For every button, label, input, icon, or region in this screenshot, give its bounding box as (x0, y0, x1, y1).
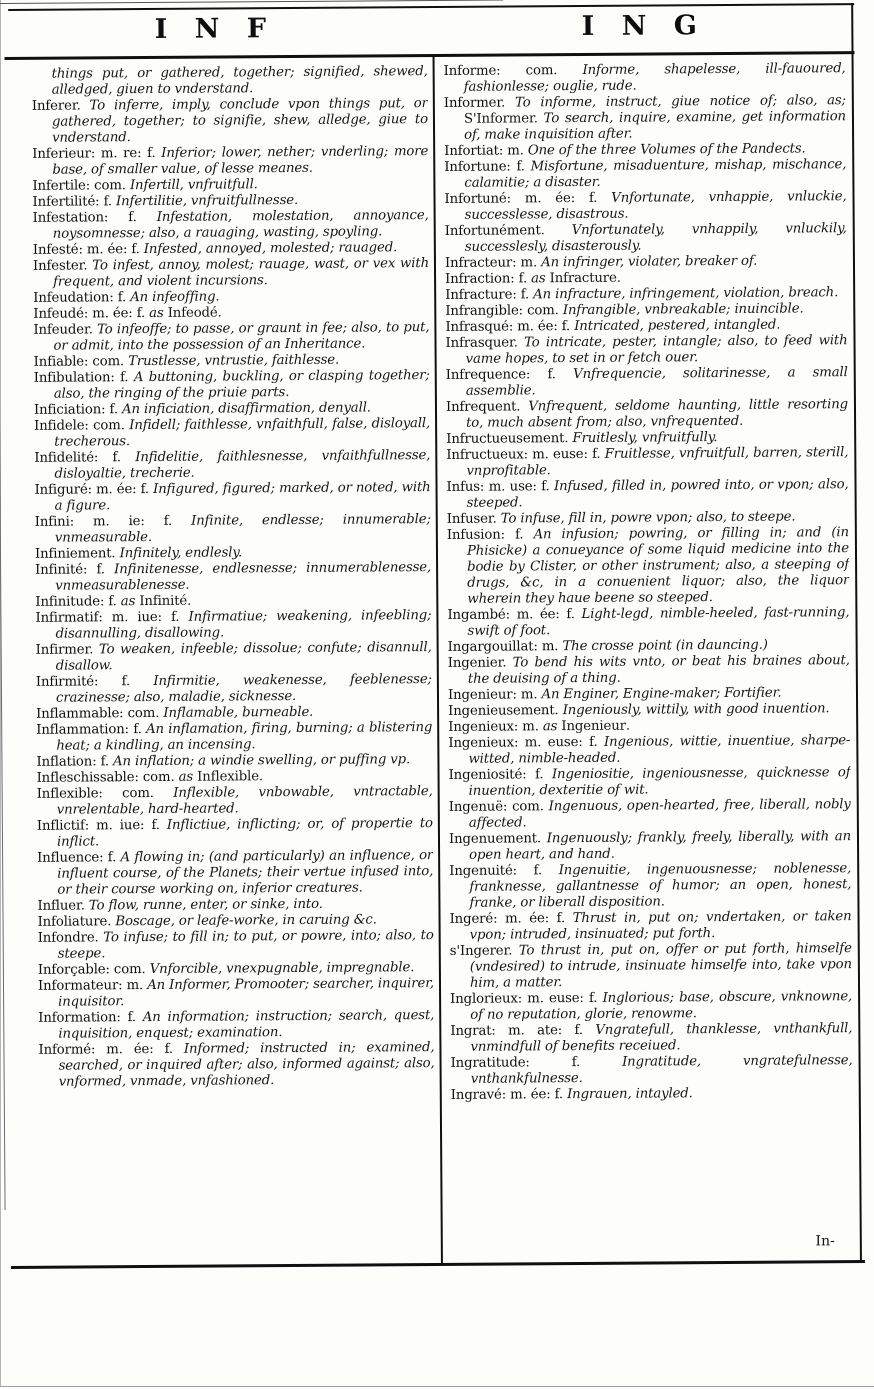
entry-headword: Ingeré: m. ée: f. (449, 911, 573, 927)
left-column (32, 64, 436, 1265)
entry-gloss: To infeoffe; to passe, or graunt in fee; also, to put, or admit, into the possession of an Inheritance. (53, 320, 430, 354)
entry-gloss: Ingenuously; frankly, freely, liberally, with an open heart, and hand. (469, 829, 852, 863)
entry-gloss: Ingratitude, vngratefulnesse, vnthankfulnesse. (470, 1053, 853, 1087)
dictionary-entry (38, 928, 434, 963)
entry-headword: Infleschissable: com. (36, 769, 179, 786)
entry-gloss: . (217, 305, 222, 321)
entry-headword: Infortune: f. (444, 159, 531, 175)
entry-headword: Ingargouillat: m. (447, 639, 563, 655)
entry-gloss: Vnfortunately, vnhappily, vnluckily, successlesly, disasterously. (464, 221, 847, 255)
dictionary-entry (37, 816, 433, 851)
dictionary-entry (445, 221, 847, 256)
entry-headword: Infortunément. (444, 223, 572, 239)
entry-headword: Inglorieux: m. euse: f. (450, 990, 603, 1007)
dictionary-entry (447, 525, 850, 608)
entry-gloss: Infinitely, endlesly. (119, 545, 243, 562)
entry-gloss: things put, or gathered, together; signified, shewed, alledged, giuen to vnderstand. (51, 64, 428, 98)
entry-gloss: Inflictiue, inflicting; or, of propertie to inflict. (56, 816, 433, 850)
dictionary-entry (32, 96, 428, 147)
dictionary-entry (448, 653, 850, 688)
entry-gloss: An Informer, Promooter; searcher, inquirer, inquisitor. (58, 976, 435, 1010)
entry-headword: Infidelité: f. (34, 450, 136, 466)
entry-gloss: An infusion; powring, or filling in; and (in Phisicke) a conueyance of some liquid medicine into the bodie by Clister, or other instrument; also, a steeping of drugs, &c, in a conuenient liquor; also, the liquor wherein they haue beene so steeped. (466, 525, 850, 607)
entry-headword: Infortuné: m. ée: f. (444, 190, 612, 207)
entry-headword: Infesté: m. ée: f. (32, 242, 144, 258)
cross-reference: Infinité (139, 593, 188, 610)
dictionary-entry (34, 480, 430, 515)
entry-gloss: Inflexible, vnbowable, vntractable, vnrelentable, hard-hearted. (56, 784, 433, 818)
entry-gloss: To infest, annoy, molest; rauage, wast, or vex with frequent, and violent incursions. (53, 256, 430, 290)
entry-gloss: An inflamation, firing, burning; a blistering heat; a kindling, an incensing. (56, 720, 433, 754)
entry-headword: Infeudation: f. (33, 290, 131, 306)
entry-headword: Ingenieux: m. (448, 719, 543, 735)
dictionary-entry (38, 1008, 434, 1043)
dictionary-entry (34, 416, 430, 451)
entry-headword: Inferer. (31, 98, 90, 114)
entry-gloss: Infirmitie, weakenesse, feeblenesse; crazinesse; also, maladie, sicknesse. (55, 672, 432, 706)
entry-gloss: . (616, 270, 621, 286)
cross-reference: S'Informer. (463, 111, 538, 127)
entry-headword: Infrequence: f. (445, 367, 574, 383)
entry-headword: Inflexible: com. (36, 785, 174, 802)
entry-headword: Ingenuement. (448, 831, 547, 847)
entry-gloss: Ingenuitie, ingenuousnesse; noblenesse, franknesse, gallantnesse of humor; an open, honest, franke, or liberall disposition. (469, 861, 852, 911)
entry-headword: Infracture: f. (445, 287, 534, 303)
entry-headword: Inficiation: f. (33, 402, 123, 418)
cross-reference: Ingenieur (561, 718, 626, 735)
dictionary-entry (32, 144, 428, 179)
entry-gloss: as (149, 305, 168, 322)
dictionary-entry (446, 397, 848, 432)
entry-gloss: Ingenuous, open-hearted, free, liberall, nobly affected. (468, 797, 851, 831)
dictionary-entry (444, 189, 846, 224)
entry-headword: Ingenuité: f. (449, 863, 559, 879)
dictionary-entry (34, 368, 430, 403)
cross-reference: Inflexible (197, 769, 259, 785)
dictionary-entry (449, 797, 851, 832)
entry-headword: s'Ingerer. (449, 943, 519, 959)
entry-headword: Infiguré: m. ée: f. (34, 481, 154, 498)
entry-gloss: Infested, annoyed, molested; rauaged. (143, 240, 398, 258)
entry-headword: Ingrat: m. ate: f. (450, 1022, 596, 1039)
entry-gloss: Inferior; lower, nether; vnderling; more base, of smaller value, of lesse meanes. (52, 144, 429, 178)
entry-gloss: Ingenious, wittie, inuentiue, sharpe-witted, nimble-headed. (468, 733, 851, 767)
entry-gloss: Ingrauen, intayled. (566, 1086, 693, 1103)
dictionary-entry (449, 861, 851, 912)
entry-headword: Infus: m. use: f. (446, 479, 555, 495)
entry-gloss: Infigured, figured; marked, or noted, with a figure. (54, 480, 431, 514)
entry-gloss: To infuse; to fill in; to put, or powre, into; also, to steepe. (57, 928, 434, 962)
entry-headword: Infondre. (37, 930, 104, 946)
running-header-right: I N G (581, 10, 707, 42)
entry-gloss: Inglorious; base, obscure, vnknowne, of no reputation, glorie, renowme. (470, 989, 853, 1023)
entry-headword: Infibulation: f. (33, 370, 134, 386)
cross-reference: Infracture (549, 270, 617, 287)
dictionary-entry (33, 320, 429, 355)
entry-gloss: To infuse, fill in, powre vpon; also, to steepe. (500, 509, 796, 527)
entry-headword: Ingenieux: m. euse: f. (448, 734, 605, 751)
entry-gloss: One of the three Volumes of the Pandects. (527, 141, 806, 159)
entry-gloss: . (187, 593, 192, 609)
entry-gloss: as (178, 769, 198, 785)
entry-gloss: Ingeniously, wittily, with good inuention. (562, 701, 830, 719)
entry-headword: Infusion: f. (446, 527, 534, 543)
entry-headword: Informer. (443, 95, 516, 111)
entry-gloss: Infinitenesse, endlesnesse; innumerablenesse, vnmeasurablenesse. (55, 560, 432, 594)
dictionary-entry (446, 365, 848, 400)
dictionary-entry (33, 208, 429, 243)
entry-gloss: Infinite, endlesse; innumerable; vnmeasurable. (54, 512, 431, 546)
entry-gloss: To inferre, imply, conclude vpon things put, or gathered, together; to signifie, shew, alledge, giue to vnderstand. (51, 96, 429, 146)
dictionary-entry (36, 752, 432, 771)
entry-headword: Inflation: f. (36, 754, 114, 770)
entry-gloss: An Enginer, Engine-maker; Fortifier. (541, 685, 782, 703)
catchword: In- (815, 1233, 835, 1250)
entry-headword: Ingenieusement. (448, 703, 563, 719)
entry-headword: Infirmer. (35, 642, 99, 658)
dictionary-entry (35, 608, 431, 643)
entry-headword: Influer. (37, 898, 89, 914)
entry-headword: Inflammation: f. (36, 722, 147, 738)
dictionary-entry (445, 301, 847, 320)
entry-headword: Infructueux: m. euse: f. (446, 446, 605, 463)
entry-gloss: Infidell; faithlesse, vnfaithfull, false, disloyall, trecherous. (54, 416, 431, 450)
dictionary-entry (37, 784, 433, 819)
entry-gloss: Infertill, vnfruitfull. (129, 177, 258, 194)
entry-headword: Infeudé: m. ée: f. (33, 306, 150, 322)
dictionary-entry (36, 640, 432, 675)
dictionary-entry (32, 64, 428, 99)
cross-reference: Infeodé (167, 305, 218, 321)
dictionary-entry (450, 989, 852, 1024)
entry-headword: Informe: com. (443, 62, 583, 79)
entry-gloss: Misfortune, misaduenture, mishap, mischance, calamitie; a disaster. (464, 157, 847, 191)
dictionary-entry (444, 93, 846, 144)
running-header-left: I N F (154, 13, 276, 45)
page-top-edge-line (0, 0, 503, 4)
dictionary-entry (35, 512, 431, 547)
entry-gloss: Infrangible, vnbreakable; inuincible. (562, 301, 804, 319)
dictionary-entry (444, 157, 846, 192)
entry-headword: Infertilité: f. (32, 194, 117, 210)
entry-gloss: Fruitlesly, vnfruitfully. (572, 430, 718, 447)
dictionary-entry (33, 256, 429, 291)
entry-gloss: as (542, 719, 562, 735)
entry-gloss: An infringer, violater, breaker of. (541, 253, 758, 271)
entry-gloss: A flowing in; (and particularly) an influence, or influent course, of the Planets; their vertue infused into, or their course working on, inferior creatures. (57, 848, 434, 898)
entry-headword: Informateur: m. (37, 978, 148, 994)
entry-headword: Ingratitude: f. (450, 1054, 623, 1071)
entry-headword: Infraction: f. (445, 271, 532, 287)
entry-gloss: Vnfrequent, seldome haunting, little resorting to, much absent from; also, vnfrequented. (466, 397, 849, 431)
entry-gloss: Infertilitie, vnfruitfullnesse. (115, 192, 299, 210)
entry-gloss: An infeoffing. (130, 289, 220, 306)
right-column (444, 61, 854, 1262)
entry-gloss: as (531, 271, 550, 287)
dictionary-entry (450, 941, 852, 992)
entry-headword: Influence: f. (37, 850, 121, 866)
entry-headword: Inferieur: m. re: f. (32, 145, 162, 162)
dictionary-entry (451, 1053, 853, 1088)
entry-headword: Ingenieur: m. (447, 687, 542, 703)
dictionary-entry (448, 701, 850, 720)
dictionary-entry (446, 477, 848, 512)
entry-headword: Infuser. (446, 511, 501, 527)
entry-headword: Infestation: f. (32, 209, 157, 226)
entry-headword: Infructueusement. (446, 431, 573, 447)
entry-headword: Infrequent. (445, 399, 529, 415)
entry-gloss: To search, inquire, examine, get information of, make inquisition after. (464, 109, 847, 143)
entry-gloss: Infused, filled in, powred into, or vpon; also, steeped. (466, 477, 849, 511)
entry-gloss: To thrust in, put on, offer or put forth, himselfe (vndesired) to intrude, insinuate himselfe into, take vpon him, a matter. (469, 941, 852, 991)
entry-headword: Ingambé: m. ée: f. (447, 606, 582, 623)
entry-gloss: . (258, 769, 264, 785)
entry-headword: Ingenier. (447, 655, 513, 671)
entry-gloss: . (625, 718, 630, 734)
entry-gloss: Intricated, pestered, intangled. (574, 317, 781, 335)
frame-right-rule (851, 3, 862, 1262)
entry-gloss: An information; instruction; search, quest, inquisition, enquest; examination. (58, 1008, 435, 1042)
entry-gloss: Trustlesse, vntrustie, faithlesse. (128, 352, 340, 370)
entry-headword: Ingenuë: com. (448, 799, 549, 815)
entry-gloss: Infirmatiue; weakening, infeebling; disannulling, disallowing. (55, 608, 432, 642)
dictionary-entry (447, 605, 849, 640)
dictionary-entry (38, 976, 434, 1011)
entry-headword: Infiable: com. (33, 354, 129, 370)
entry-gloss: Informed; instructed in; examined, searched, or inquired after; also, informed against; also, vnformed, vnmade, vnfashioned. (58, 1040, 435, 1090)
dictionary-entry (448, 733, 850, 768)
entry-headword: Infeuder. (33, 322, 98, 338)
entry-gloss: Thrust in, put on; vndertaken, or taken vpon; intruded, insinuated; put forth. (469, 909, 852, 943)
entry-headword: Infiniement. (34, 546, 120, 562)
entry-headword: Information: f. (38, 1010, 143, 1026)
entry-gloss: Vnfortunate, vnhappie, vnluckie, successlesse, disastrous. (464, 189, 847, 223)
entry-headword: Ingravé: m. ée: f. (450, 1087, 568, 1103)
dictionary-entry (35, 560, 431, 595)
entry-headword: Infirmité: f. (35, 673, 154, 690)
dictionary-entry (449, 909, 851, 944)
entry-gloss: To intricate, pester, intangle; also, to feed with vame hopes, to set in or fetch ouer. (465, 333, 848, 367)
entry-gloss: as (120, 594, 140, 610)
entry-headword: Inflictif: m. iue: f. (36, 817, 167, 834)
entry-gloss: Boscage, or leafe-worke, in caruing &c. (115, 912, 377, 930)
entry-gloss: Infestation, molestation, annoyance, noysomnesse; also, a rauaging, wasting, spoyling. (52, 208, 429, 242)
entry-gloss: An inficiation, disaffirmation, denyall. (121, 400, 371, 418)
dictionary-entry (445, 333, 847, 368)
entry-headword: Infrasquer. (445, 335, 525, 351)
entry-headword: Inforçable: com. (37, 962, 150, 978)
entry-gloss: Vngratefull, thanklesse, vnthankfull, vnmindfull of benefits receiued. (470, 1021, 853, 1055)
dictionary-entry (36, 720, 432, 755)
entry-headword: Infrasqué: m. ée: f. (445, 319, 575, 335)
entry-gloss: Inflamable, burneable. (163, 704, 314, 721)
entry-headword: Infertile: com. (32, 178, 130, 194)
dictionary-entry (38, 1040, 434, 1091)
entry-headword: Infortiat: m. (444, 143, 528, 159)
entry-gloss: Infidelitie, faithlesnesse, vnfaithfullnesse, disloyaltie, trecherie. (54, 448, 431, 482)
entry-headword: Infini: m. ie: f. (34, 513, 192, 530)
entry-gloss: Ingeniositie, ingeniousnesse, quicknesse of inuention, dexteritie of wit. (468, 765, 851, 799)
entry-gloss: An infracture, infringement, violation, breach. (533, 285, 839, 303)
dictionary-entry (446, 445, 848, 480)
entry-gloss: To weaken, infeeble; dissolue; confute; disannull, disallow. (55, 640, 432, 674)
entry-gloss: A buttoning, buckling, or clasping together; also, the ringing of the priuie parts. (53, 368, 430, 402)
entry-headword: Infinitude: f. (35, 594, 121, 610)
entry-headword: Ingeniosité: f. (448, 767, 552, 783)
dictionary-entry (34, 448, 430, 483)
entry-gloss: To flow, runne, enter, or sinke, into. (88, 896, 323, 914)
entry-headword: Infinité: f. (35, 562, 115, 578)
dictionary-entry (449, 829, 851, 864)
entry-gloss: To bend his wits vnto, or beat his braines about, the deuising of a thing. (467, 653, 850, 687)
entry-headword: Inflammable: com. (36, 705, 164, 722)
entry-gloss: An inflation; a windie swelling, or puffing vp. (112, 752, 411, 770)
entry-gloss: Informe, shapelesse, ill-fauoured, fashionlesse; ouglie, rude. (463, 61, 846, 95)
entry-headword: Infester. (32, 258, 93, 274)
dictionary-entry (448, 765, 850, 800)
entry-gloss: Light-legd, nimble-heeled, fast-running, swift of foot. (467, 605, 850, 639)
entry-gloss: The crosse point (in dauncing.) (562, 637, 768, 655)
dictionary-entry (36, 672, 432, 707)
entry-headword: Infirmatif: m. iue: f. (35, 609, 189, 626)
entry-headword: Informé: m. ée: f. (38, 1041, 184, 1058)
dictionary-entry (450, 1021, 852, 1056)
entry-headword: Infidele: com. (34, 418, 130, 434)
entry-gloss: To informe, instruct, giue notice of; also, as; (514, 93, 846, 111)
dictionary-entry (37, 848, 433, 899)
entry-gloss: Vnforcible, vnexpugnable, impregnable. (149, 960, 415, 978)
entry-headword: Infracteur: m. (444, 255, 542, 271)
entry-gloss: Vnfrequencie, solitarinesse, a small assemblie. (465, 365, 848, 399)
entry-headword: Infrangible: com. (445, 303, 563, 319)
dictionary-entry (451, 1085, 853, 1104)
entry-headword: Infoliature. (37, 914, 116, 930)
entry-gloss: Fruitlesse, vnfruitfull, barren, sterill, vnprofitable. (466, 445, 849, 479)
dictionary-entry (444, 61, 846, 96)
